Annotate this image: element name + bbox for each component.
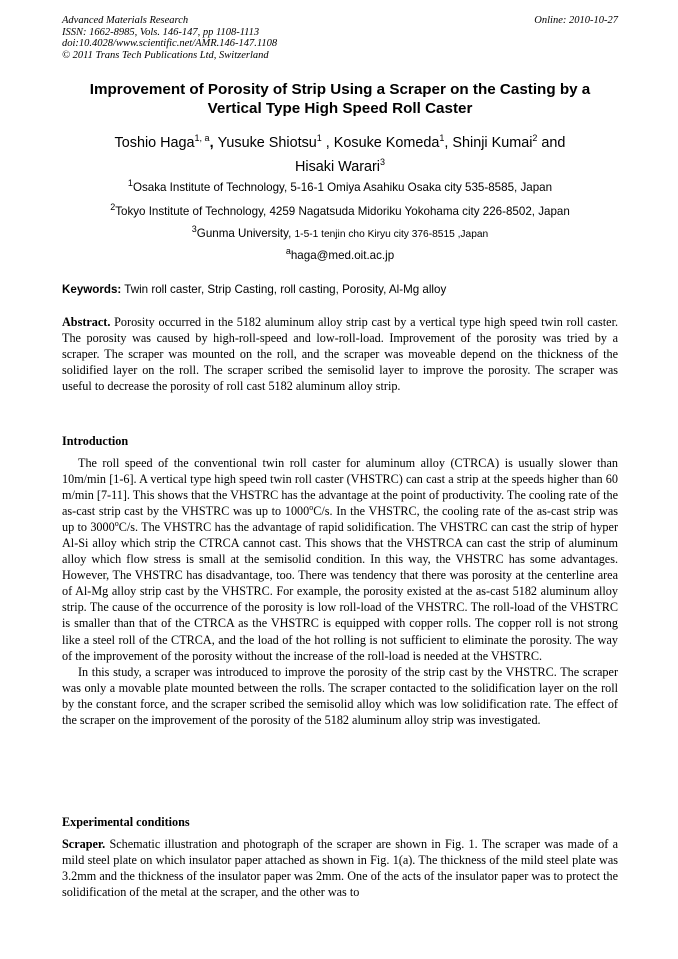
degree-superscript: o — [309, 503, 314, 513]
paragraph — [62, 455, 618, 664]
affiliation-text: Gunma University, — [196, 227, 295, 240]
author-affiliation-mark: 1, a — [194, 133, 210, 144]
author-affiliation-mark: 1 — [439, 133, 445, 144]
keywords-text: Twin roll caster, Strip Casting, roll casting, Porosity, Al-Mg alloy — [121, 283, 447, 296]
paragraph-text: The roll speed of the conventional twin roll caster for aluminum alloy (CTRCA) is usually slower than 10m/min [1-6]. A vertical type high speed twin roll caster (VHSTRC) can cast a strip at the speeds higher than 60 m/min [7-11]. This shows that the VHSTRC has the advantage at the point of productivity. The cooling rate of the as-cast strip cast by the VHSTRC was up to 1000 — [62, 456, 618, 519]
author-name: Shinji Kumai — [452, 135, 533, 151]
paragraph-text: Schematic illustration and photograph of the scraper are shown in Fig. 1. The scraper was made of a mild steel plate on which insulator paper attached as shown in Fig. 1(a). The thickness of the mild steel plate was 3.2mm and the thickness of the insulator paper was 2mm. One of the acts of the insulator paper was to protect the solidification of the metal at the scraper, and the other was to — [62, 837, 618, 900]
keywords — [62, 283, 618, 297]
author-name: Toshio Haga — [114, 135, 195, 151]
author-affiliation-mark: 1 — [316, 133, 322, 144]
subsection-label: Scraper. — [62, 837, 106, 851]
introduction-body — [62, 455, 618, 728]
section-heading-experimental: Experimental conditions — [62, 815, 190, 829]
author-email — [62, 246, 618, 263]
author-name: Kosuke Komeda — [333, 135, 440, 151]
author-name: Hisaki Warari — [294, 159, 380, 175]
online-date: Online: 2010-10-27 — [534, 15, 618, 26]
title-line-1: Improvement of Porosity of Strip Using a Scraper on the Casting by a — [89, 81, 591, 98]
author-separator: , — [209, 135, 218, 151]
author-separator: and — [537, 135, 566, 151]
degree-superscript: o — [114, 519, 119, 529]
affiliation-mark: 3 — [191, 224, 197, 235]
affiliation-text: Osaka Institute of Technology, 5-16-1 Omiya Asahiku Osaka city 535-8585, Japan — [132, 181, 553, 194]
affiliation-3 — [62, 224, 618, 242]
paper-title — [62, 80, 618, 118]
paragraph: In this study, a scraper was introduced to improve the porosity of the strip cast by the VHSTRC. The scraper was only a movable plate mounted between the rolls. The scraper contacted to the solidification layer on the roll by the constant force, and the scraper scribed the semisolid alloy which was low solidification rate. The effect of the scraper on the improvement of the porosity of the 5182 aluminum alloy strip was investigated. — [62, 664, 618, 727]
affiliation-text: Tokyo Institute of Technology, 4259 Nagatsuda Midoriku Yokohama city 226-8502, Japan — [115, 205, 570, 218]
email-text: haga@med.oit.ac.jp — [290, 249, 395, 262]
paragraph-text: C/s. In the VHSTRC, the cooling rate of the as-cast strip was up to 3000 — [62, 504, 618, 535]
experimental-body — [62, 836, 618, 900]
paragraph-text: C/s. The VHSTRC has the advantage of rapid solidification. The VHSTRC can cast the strip of hyper Al-Si alloy which strip the CTRCA cannot cast. This shows that the VHSTRCA can cast the strip of aluminum alloy which flow stress is small at the semisolid condition. In this way, the VHSTRC has some advantages. However, The VHSTRC has disadvantage, too. There was tendency that there was porosity at the centerline area of Al-Mg alloy strip cast by the VHSTRC. For example, the porosity existed at the as-cast 5182 aluminum alloy strip. The cause of the occurrence of the porosity is low roll-load of the VHSTRC. The roll-load of the VHSTRC is smaller than that of the CTRCA as the VHSTRC is equipped with copper rolls. The copper roll is not strong like a steel roll of the CTRCA, and the load of the hot rolling is not sufficient to eliminate the porosity. The way of the improvement of the porosity without the increase of the roll-load is needed at the VHSTRC. — [62, 520, 618, 663]
affiliation-mark: 2 — [110, 202, 116, 213]
title-line-2: Vertical Type High Speed Roll Caster — [207, 100, 473, 117]
journal-header — [62, 15, 618, 61]
journal-copyright: © 2011 Trans Tech Publications Ltd, Switzerland — [62, 49, 269, 61]
author-affiliation-mark: 3 — [380, 157, 386, 168]
section-heading-introduction: Introduction — [62, 434, 129, 448]
author-list — [62, 131, 618, 179]
affiliation-2 — [62, 202, 618, 219]
affiliation-1 — [62, 178, 618, 195]
journal-name: Advanced Materials Research — [62, 15, 189, 26]
affiliation-address: 1-5-1 tenjin cho Kiryu city 376-8515 ,Japan — [294, 229, 489, 240]
author-name: Yusuke Shiotsu — [217, 135, 317, 151]
abstract — [62, 314, 618, 394]
author-separator: , — [444, 135, 453, 151]
abstract-label: Abstract. — [62, 315, 111, 329]
author-affiliation-mark: 2 — [532, 133, 538, 144]
email-mark: a — [285, 246, 291, 257]
keywords-label: Keywords: — [62, 283, 122, 296]
journal-issn: ISSN: 1662-8985, Vols. 146-147, pp 1108-1113 — [62, 26, 260, 38]
journal-doi: doi:10.4028/www.scientific.net/AMR.146-147.1108 — [62, 38, 278, 50]
abstract-text: Porosity occurred in the 5182 aluminum alloy strip cast by a vertical type high speed twin roll caster. The porosity was caused by high-roll-speed and low-roll-load. Improvement of the porosity was tried by a scraper. The scraper was mounted on the roll, and the scraper was moveable depend on the thickness of the solidified layer on the roll. The scraper scribed the semisolid layer to improve the porosity. The scraper was useful to decrease the porosity of roll cast 5182 aluminum alloy strip. — [62, 315, 618, 394]
affiliation-mark: 1 — [127, 178, 133, 189]
author-separator: , — [321, 135, 334, 151]
